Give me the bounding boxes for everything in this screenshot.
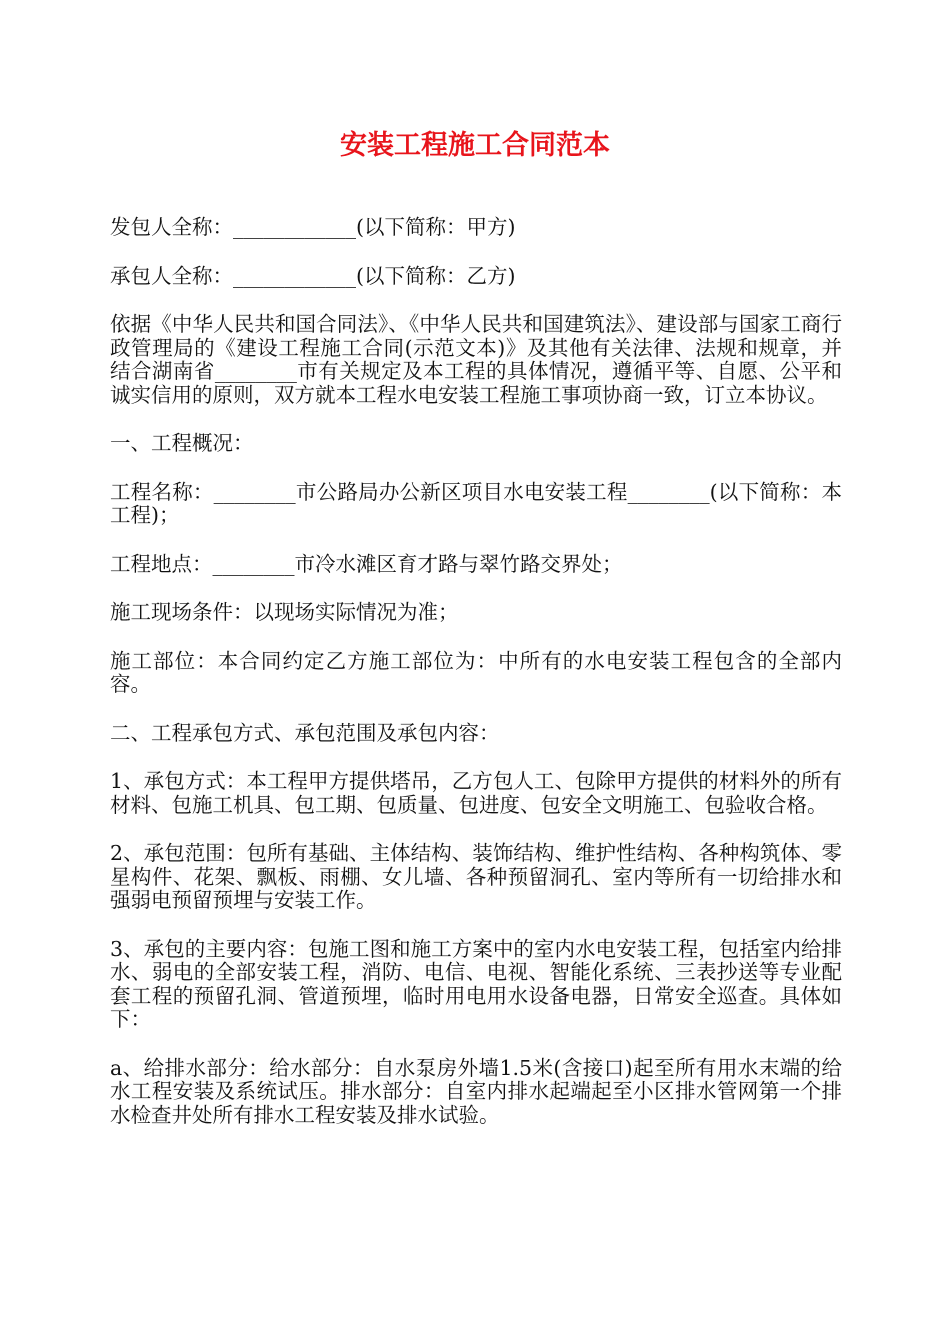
paragraph-project-location: 工程地点：________市冷水滩区育才路与翠竹路交界处； [110, 551, 623, 576]
paragraph-construction-scope-location: 施工部位：本合同约定乙方施工部位为：中所有的水电安装工程包含的全部内容。 [110, 648, 842, 696]
paragraph-contract-content: 3、承包的主要内容：包施工图和施工方案中的室内水电安装工程，包括室内给排水、弱电的全部安装工程，消防、电信、电视、智能化系统、三表抄送等专业配套工程的预留孔洞、管道预埋，临时用电用水设备电器，日常安全巡查。具体如下： [110, 936, 842, 1031]
paragraph-site-conditions: 施工现场条件：以现场实际情况为准； [110, 600, 459, 624]
document-title: 安装工程施工合同范本 [340, 130, 610, 161]
paragraph-contractor-name: 承包人全称：____________(以下简称：乙方) [110, 263, 516, 288]
section-heading-contract-method: 二、工程承包方式、承包范围及承包内容： [110, 720, 500, 745]
document-body [110, 216, 842, 1152]
section-heading-project-overview: 一、工程概况： [110, 431, 254, 455]
paragraph-plumbing-section: a、给排水部分：给水部分：自水泵房外墙1.5米(含接口)起至所有用水末端的给水工程安装及系统试压。排水部分：自室内排水起端起至小区排水管网第一个排水检查井处所有排水工程安装及排水试验。 [110, 1055, 842, 1127]
paragraph-legal-basis: 依据《中华人民共和国合同法》、《中华人民共和国建筑法》、建设部与国家工商行政管理局的《建设工程施工合同(示范文本)》及其他有关法律、法规和规章，并结合湖南省________市有关规定及本工程的具体情况，遵循平等、自愿、公平和诚实信用的原则，双方就本工程水电安装工程施工事项协商一致，订立本协议。 [110, 312, 842, 407]
paragraph-contract-scope: 2、承包范围：包所有基础、主体结构、装饰结构、维护性结构、各种构筑体、零星构件、花架、飘板、雨棚、女儿墙、各种预留洞孔、室内等所有一切给排水和强弱电预留预埋与安装工作。 [110, 841, 842, 912]
paragraph-contract-method: 1、承包方式：本工程甲方提供塔吊，乙方包人工、包除甲方提供的材料外的所有材料、包施工机具、包工期、包质量、包进度、包安全文明施工、包验收合格。 [110, 769, 842, 817]
paragraph-employer-name: 发包人全称：____________(以下简称：甲方) [110, 215, 516, 239]
paragraph-project-name: 工程名称：________市公路局办公新区项目水电安装工程________(以下简称：本工程)； [110, 479, 842, 527]
